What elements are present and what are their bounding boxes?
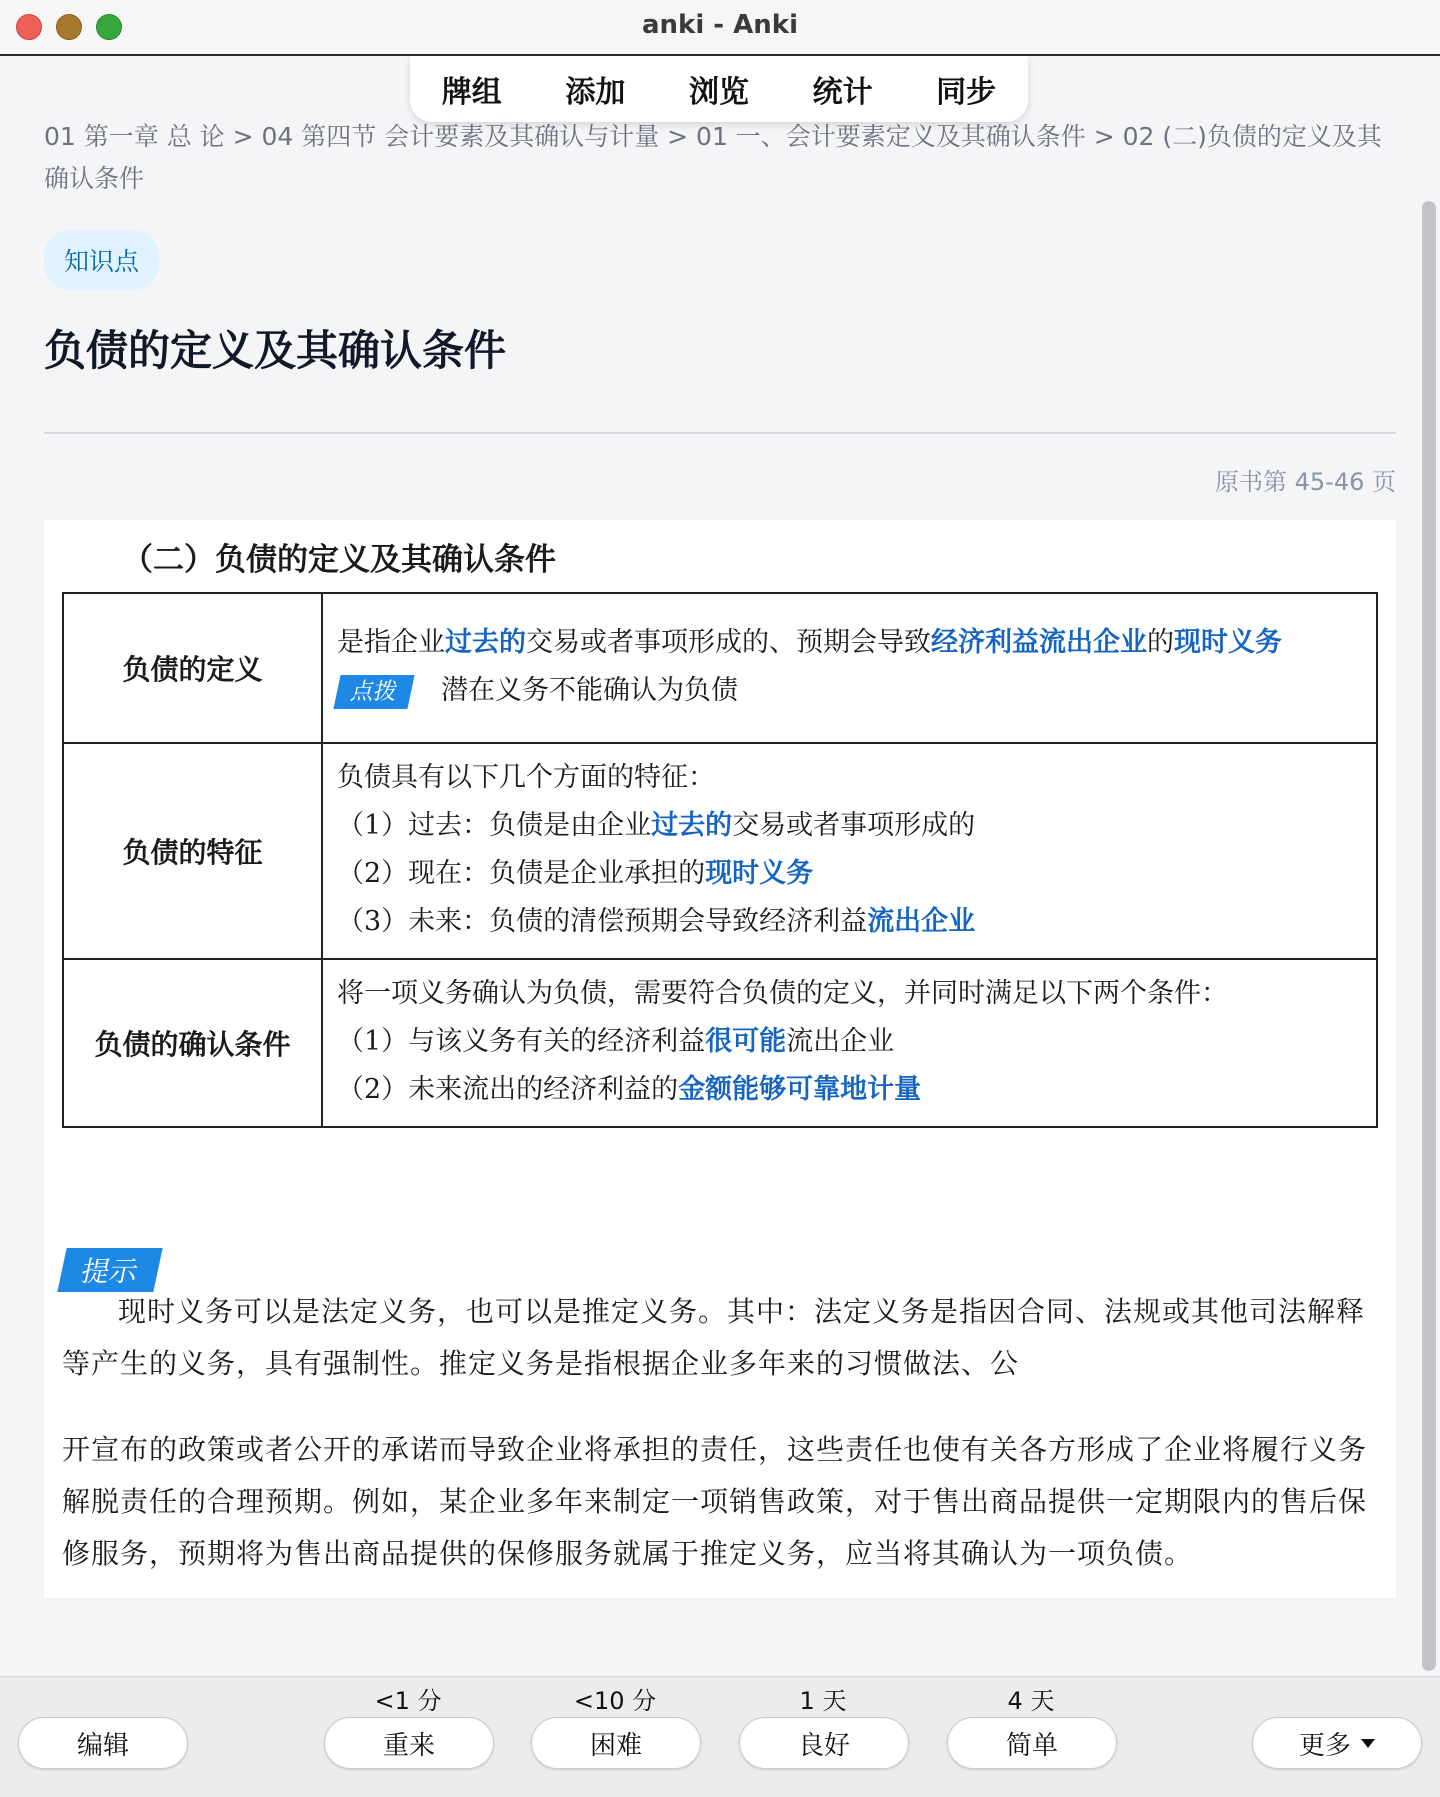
text: （1）过去：负债是由企业: [337, 810, 652, 841]
more-button[interactable]: [1252, 1717, 1422, 1769]
toolbar-decks[interactable]: 牌组: [441, 75, 502, 110]
divider: [44, 432, 1396, 434]
table-row: [63, 959, 1377, 1127]
highlight: 经济利益流出企业: [931, 627, 1147, 658]
text: 交易或者事项形成的: [732, 810, 976, 841]
interval-hard: <10 分: [573, 1687, 657, 1715]
highlight: 金额能够可靠地计量: [678, 1074, 922, 1105]
toolbar-stats[interactable]: 统计: [812, 75, 873, 110]
text: 是指企业: [337, 627, 445, 658]
title-bar: [0, 0, 1440, 56]
again-button[interactable]: 重来: [324, 1717, 494, 1769]
row-content: [322, 593, 1377, 743]
text: （2）未来流出的经济利益的: [337, 1074, 679, 1105]
text: 将一项义务确认为负债，需要符合负债的定义，并同时满足以下两个条件：: [337, 978, 1228, 1009]
highlight: 过去的: [445, 627, 526, 658]
tip-note: 潜在义务不能确认为负债: [441, 675, 738, 706]
chevron-down-icon: [1361, 1739, 1375, 1748]
more-label: 更多: [1298, 1730, 1351, 1761]
card-heading: 负债的定义及其确认条件: [44, 326, 507, 375]
good-button[interactable]: 良好: [739, 1717, 909, 1769]
text: （2）现在：负债是企业承担的: [337, 858, 706, 889]
card-view: [0, 56, 1440, 1676]
page-reference: 原书第 45-46 页: [1215, 468, 1396, 496]
row-content: [322, 743, 1377, 959]
definition-table: [62, 592, 1378, 1128]
book-page-image: [44, 520, 1396, 1598]
hint-paragraph: 开宣布的政策或者公开的承诺而导致企业将承担的责任，这些责任也使有关各方形成了企业将履行义务解脱责任的合理预期。例如，某企业多年来制定一项销售政策，对于售出商品提供一定期限内的售后保修服务，预期将为售出商品提供的保修服务就属于推定义务，应当将其确认为一项负债。: [62, 1433, 1368, 1570]
highlight: 流出企业: [867, 906, 976, 937]
highlight: 过去的: [651, 810, 733, 841]
section-title: （二）负债的定义及其确认条件: [122, 542, 556, 578]
interval-again: <1 分: [374, 1687, 442, 1715]
tag-badge: 知识点: [44, 230, 159, 290]
row-label: 负债的定义: [63, 593, 322, 743]
easy-button[interactable]: 简单: [947, 1717, 1117, 1769]
vertical-scrollbar[interactable]: [1422, 201, 1436, 1671]
main-toolbar: [410, 56, 1028, 122]
text: 交易或者事项形成的、预期会导致: [526, 627, 931, 658]
hint-text: [62, 1286, 1378, 1580]
text: 的: [1147, 627, 1174, 658]
text: （3）未来：负债的清偿预期会导致经济利益: [337, 906, 868, 937]
highlight: 现时义务: [1174, 627, 1282, 658]
text: 流出企业: [786, 1026, 895, 1057]
row-label: 负债的确认条件: [63, 959, 322, 1127]
tip-badge: 点拨: [333, 675, 414, 709]
edit-button[interactable]: 编辑: [18, 1717, 188, 1769]
table-row: [63, 593, 1377, 743]
row-content: [322, 959, 1377, 1127]
highlight: 现时义务: [705, 858, 814, 889]
hard-button[interactable]: 困难: [531, 1717, 701, 1769]
interval-easy: 4 天: [1007, 1687, 1055, 1715]
toolbar-browse[interactable]: 浏览: [688, 75, 749, 110]
hint-badge: 提示: [57, 1248, 162, 1292]
highlight: 很可能: [705, 1026, 787, 1057]
row-label: 负债的特征: [63, 743, 322, 959]
table-row: [63, 743, 1377, 959]
text: 负债具有以下几个方面的特征：: [337, 762, 715, 793]
answer-bar: [0, 1676, 1440, 1797]
toolbar-add[interactable]: 添加: [565, 75, 626, 110]
hint-paragraph: 现时义务可以是法定义务，也可以是推定义务。其中：法定义务是指因合同、法规或其他司法解释等产生的义务，具有强制性。推定义务是指根据企业多年来的习惯做法、公: [62, 1295, 1366, 1380]
window-title: anki - Anki: [642, 10, 798, 40]
toolbar-sync[interactable]: 同步: [936, 75, 997, 110]
breadcrumb: 01 第一章 总 论 > 04 第四节 会计要素及其确认与计量 > 01 一、会计要素定义及其确认条件 > 02 (二)负债的定义及其确认条件: [44, 122, 1382, 193]
interval-good: 1 天: [799, 1687, 847, 1715]
text: （1）与该义务有关的经济利益: [337, 1026, 706, 1057]
